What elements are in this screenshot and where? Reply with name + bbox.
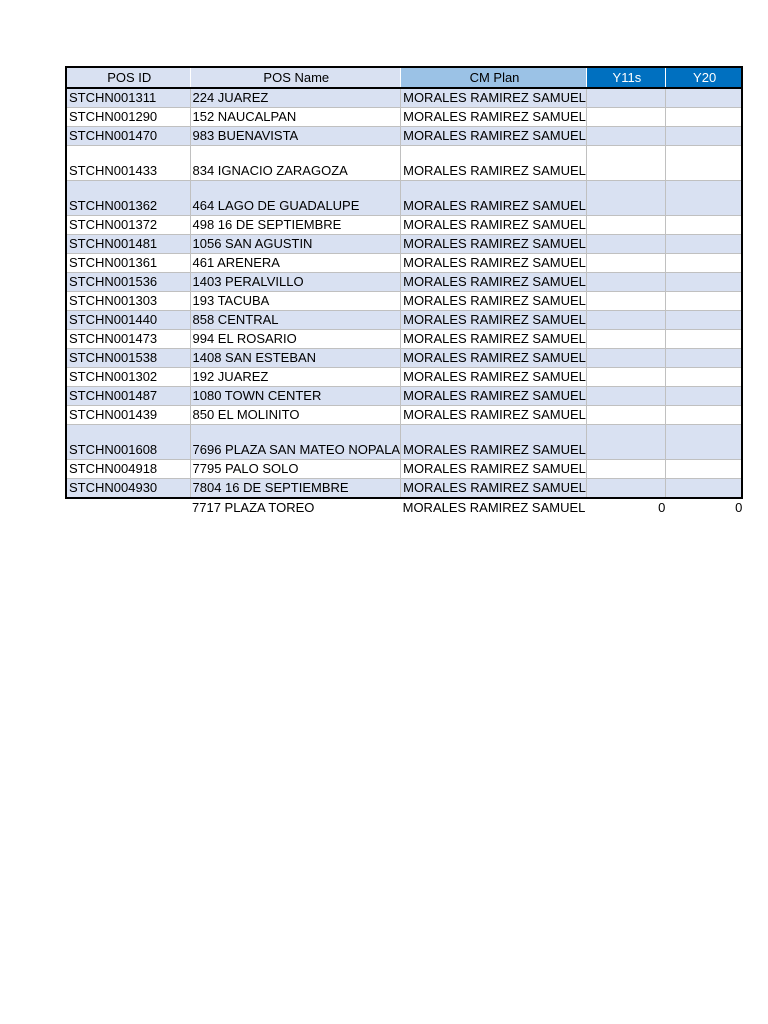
header-y11s[interactable]: Y11s [586, 67, 665, 88]
table-row [66, 181, 742, 216]
header-pos-id[interactable]: POS ID [66, 67, 190, 88]
y20-cell[interactable] [665, 88, 742, 108]
y20-cell[interactable] [665, 127, 742, 146]
table-row [66, 460, 742, 479]
pos-id-cell[interactable]: STCHN001290 [66, 108, 190, 127]
table-row [66, 146, 742, 181]
pos-name-cell[interactable]: 858 CENTRAL [190, 311, 401, 330]
table-row [66, 127, 742, 146]
table-row [66, 406, 742, 425]
cm-plan-cell[interactable]: MORALES RAMIREZ SAMUEL [401, 387, 587, 406]
table-row [66, 479, 742, 499]
pos-id-cell[interactable]: STCHN004918 [66, 460, 190, 479]
pos-name-cell[interactable]: 850 EL MOLINITO [190, 406, 401, 425]
cm-plan-cell[interactable]: MORALES RAMIREZ SAMUEL [401, 108, 587, 127]
cm-plan-cell[interactable]: MORALES RAMIREZ SAMUEL [401, 349, 587, 368]
pos-name-cell[interactable]: 7795 PALO SOLO [190, 460, 401, 479]
pos-id-cell[interactable]: STCHN001439 [66, 406, 190, 425]
pos-name-cell[interactable]: 498 16 DE SEPTIEMBRE [190, 216, 401, 235]
table-row [66, 216, 742, 235]
total-cm-plan-cell[interactable]: MORALES RAMIREZ SAMUEL [402, 500, 586, 515]
cm-plan-cell[interactable]: MORALES RAMIREZ SAMUEL [401, 235, 587, 254]
table-row [66, 254, 742, 273]
table-row [66, 273, 742, 292]
y11s-cell[interactable] [586, 292, 665, 311]
y11s-cell[interactable] [586, 146, 665, 181]
y20-cell[interactable] [665, 479, 742, 499]
y11s-cell[interactable] [586, 330, 665, 349]
pos-id-cell[interactable]: STCHN001302 [66, 368, 190, 387]
cm-plan-cell[interactable]: MORALES RAMIREZ SAMUEL [401, 311, 587, 330]
pos-name-cell[interactable]: 1080 TOWN CENTER [190, 387, 401, 406]
pos-id-cell[interactable]: STCHN001362 [66, 181, 190, 216]
total-y11s-cell[interactable]: 0 [586, 498, 665, 517]
cm-plan-cell[interactable]: MORALES RAMIREZ SAMUEL [401, 216, 587, 235]
table-row [66, 292, 742, 311]
pos-id-cell[interactable]: STCHN001372 [66, 216, 190, 235]
header-cm-plan[interactable]: CM Plan [401, 67, 587, 88]
cm-plan-cell[interactable]: MORALES RAMIREZ SAMUEL [401, 254, 587, 273]
y11s-cell[interactable] [586, 311, 665, 330]
y20-cell[interactable] [665, 330, 742, 349]
y11s-cell[interactable] [586, 349, 665, 368]
pos-name-cell[interactable]: 1056 SAN AGUSTIN [190, 235, 401, 254]
cm-plan-cell[interactable]: MORALES RAMIREZ SAMUEL [401, 406, 587, 425]
table-row [66, 425, 742, 460]
y20-cell[interactable] [665, 235, 742, 254]
y11s-cell[interactable] [586, 254, 665, 273]
y20-cell[interactable] [665, 387, 742, 406]
cm-plan-cell[interactable]: MORALES RAMIREZ SAMUEL [401, 479, 587, 499]
total-pos-name-cell[interactable]: 7717 PLAZA TOREO [190, 498, 401, 517]
y11s-cell[interactable] [586, 479, 665, 499]
y11s-cell[interactable] [586, 235, 665, 254]
cm-plan-cell[interactable]: MORALES RAMIREZ SAMUEL [401, 88, 587, 108]
y11s-cell[interactable] [586, 108, 665, 127]
cm-plan-cell[interactable]: MORALES RAMIREZ SAMUEL [401, 460, 587, 479]
y20-cell[interactable] [665, 181, 742, 216]
y20-cell[interactable] [665, 146, 742, 181]
y11s-cell[interactable] [586, 273, 665, 292]
table-row [66, 368, 742, 387]
y20-cell[interactable] [665, 292, 742, 311]
y11s-cell[interactable] [586, 387, 665, 406]
pos-id-cell[interactable]: STCHN001440 [66, 311, 190, 330]
table-row [66, 330, 742, 349]
pos-id-cell[interactable]: STCHN001481 [66, 235, 190, 254]
total-y20-cell[interactable]: 0 [665, 498, 742, 517]
table-row [66, 311, 742, 330]
pos-id-cell[interactable]: STCHN001311 [66, 88, 190, 108]
pos-name-cell[interactable]: 983 BUENAVISTA [190, 127, 401, 146]
y20-cell[interactable] [665, 368, 742, 387]
y11s-cell[interactable] [586, 88, 665, 108]
table-row [66, 88, 742, 108]
y20-cell[interactable] [665, 406, 742, 425]
pos-id-cell[interactable]: STCHN001608 [66, 425, 190, 460]
pos-id-cell[interactable]: STCHN001536 [66, 273, 190, 292]
y11s-cell[interactable] [586, 368, 665, 387]
cm-plan-cell[interactable]: MORALES RAMIREZ SAMUEL [401, 181, 587, 216]
y20-cell[interactable] [665, 273, 742, 292]
pos-id-cell[interactable]: STCHN001487 [66, 387, 190, 406]
pos-id-cell[interactable]: STCHN001303 [66, 292, 190, 311]
pos-table [65, 66, 743, 517]
y20-cell[interactable] [665, 108, 742, 127]
pos-name-cell[interactable]: 1408 SAN ESTEBAN [190, 349, 401, 368]
pos-name-cell[interactable]: 1403 PERALVILLO [190, 273, 401, 292]
pos-name-cell[interactable]: 461 ARENERA [190, 254, 401, 273]
y20-cell[interactable] [665, 460, 742, 479]
total-row [66, 498, 742, 517]
cm-plan-cell[interactable]: MORALES RAMIREZ SAMUEL [401, 425, 587, 460]
y11s-cell[interactable] [586, 181, 665, 216]
y20-cell[interactable] [665, 425, 742, 460]
cm-plan-cell[interactable]: MORALES RAMIREZ SAMUEL [401, 146, 587, 181]
y20-cell[interactable] [665, 311, 742, 330]
pos-id-cell[interactable]: STCHN004930 [66, 479, 190, 499]
cm-plan-cell[interactable]: MORALES RAMIREZ SAMUEL [401, 273, 587, 292]
y11s-cell[interactable] [586, 216, 665, 235]
pos-name-cell[interactable]: 7804 16 DE SEPTIEMBRE [190, 479, 401, 499]
pos-name-cell[interactable]: 224 JUAREZ [190, 88, 401, 108]
pos-id-cell[interactable]: STCHN001361 [66, 254, 190, 273]
y11s-cell[interactable] [586, 425, 665, 460]
pos-name-cell[interactable]: 7696 PLAZA SAN MATEO NOPALA [190, 425, 401, 460]
cm-plan-cell[interactable]: MORALES RAMIREZ SAMUEL [401, 127, 587, 146]
pos-name-cell[interactable]: 834 IGNACIO ZARAGOZA [190, 146, 401, 181]
header-row [66, 67, 742, 88]
pos-name-cell[interactable]: 994 EL ROSARIO [190, 330, 401, 349]
pos-id-cell[interactable]: STCHN001473 [66, 330, 190, 349]
y20-cell[interactable] [665, 254, 742, 273]
pos-id-cell[interactable]: STCHN001538 [66, 349, 190, 368]
table-row [66, 349, 742, 368]
pos-name-cell[interactable]: 193 TACUBA [190, 292, 401, 311]
pos-name-cell[interactable]: 464 LAGO DE GUADALUPE [190, 181, 401, 216]
y11s-cell[interactable] [586, 127, 665, 146]
pos-name-cell[interactable]: 192 JUAREZ [190, 368, 401, 387]
header-pos-name[interactable]: POS Name [190, 67, 401, 88]
table-row [66, 387, 742, 406]
header-y20[interactable]: Y20 [665, 67, 742, 88]
pos-id-cell[interactable]: STCHN001470 [66, 127, 190, 146]
y20-cell[interactable] [665, 216, 742, 235]
y11s-cell[interactable] [586, 406, 665, 425]
cm-plan-cell[interactable]: MORALES RAMIREZ SAMUEL [401, 330, 587, 349]
table-row [66, 235, 742, 254]
pos-name-cell[interactable]: 152 NAUCALPAN [190, 108, 401, 127]
table-row [66, 108, 742, 127]
pos-id-cell[interactable]: STCHN001433 [66, 146, 190, 181]
total-pos-id-cell[interactable] [66, 498, 190, 517]
cm-plan-cell[interactable]: MORALES RAMIREZ SAMUEL [401, 368, 587, 387]
y11s-cell[interactable] [586, 460, 665, 479]
y20-cell[interactable] [665, 349, 742, 368]
cm-plan-cell[interactable]: MORALES RAMIREZ SAMUEL [401, 292, 587, 311]
